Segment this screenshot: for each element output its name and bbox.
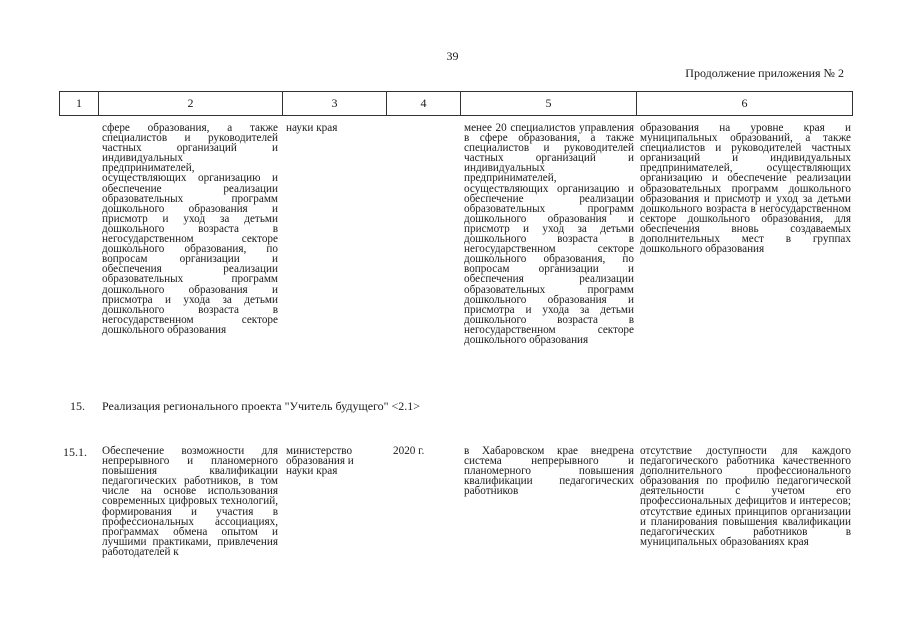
- cell-result: в Хабаровском крае внедрена система непрерывного и планомерного повышения квалификации педагогических работников: [464, 445, 634, 498]
- cell-responsible: министерство образования и науки края: [286, 445, 354, 478]
- section-title: Реализация регионального проекта "Учитель будущего" <2.1>: [102, 399, 421, 413]
- header-col-5: 5: [461, 92, 637, 115]
- cell-activity: Обеспечение возможности для непрерывного и планомерного повышения квалификации педагогических работников, в том числе на основе использования современных цифровых технологий, формирования и участия в профессиональных ассоциациях, программах обмена опытом и лучшими практиками, привлечения работодателей к: [102, 445, 278, 558]
- section-number: 15.: [70, 399, 85, 413]
- header-col-4: 4: [387, 92, 461, 115]
- cell-deadline: 2020 г.: [393, 445, 425, 457]
- cell-activity-continued: сфере образования, а также специалистов и руководителей частных организаций и индивидуальных предпринимателей, осуществляющих организацию и обеспечение реализации образовательных программ дошкольного образования и присмотр и уход за детьми дошкольного возраста в негосударственном секторе дошкольного образования, по вопросам организации и обеспечения реализации образовательных программ дошкольного образования и присмотра и ухода за детьми дошкольного возраста в негосударственном секторе дошкольного образования: [102, 122, 278, 336]
- appendix-continuation: Продолжение приложения № 2: [685, 66, 844, 80]
- cell-problem: отсутствие доступности для каждого педагогического работника качественного дополнительного профессионального образования по профилю педагогической деятельности с учетом его профессиональных дефицитов и интересов; отсутствие единых принципов организации и планирования повышения квалификации педагогических работников в муниципальных образованиях края: [640, 445, 851, 548]
- header-col-1: 1: [60, 92, 99, 115]
- cell-problem-continued: образования на уровне края и муниципальных образований, а также специалистов и руководителей частных организаций и индивидуальных предпринимателей, осуществляющих организацию и обеспечение реализации образовательных программ дошкольного образования и присмотр и уход за детьми дошкольного возраста в негосударственном секторе дошкольного образования, для обеспечения вновь создаваемых дополнительных мест в группах дошкольного образования: [640, 122, 851, 256]
- header-col-2: 2: [99, 92, 283, 115]
- header-col-3: 3: [283, 92, 387, 115]
- row-number: 15.1.: [63, 445, 87, 459]
- cell-responsible-continued: науки края: [286, 122, 338, 134]
- header-col-6: 6: [741, 96, 748, 110]
- page-number: 39: [446, 49, 459, 63]
- table-header-row: [59, 91, 853, 116]
- cell-result-continued: менее 20 специалистов управления в сфере образования, а также специалистов и руководителей частных организаций и индивидуальных предпринимателей, осуществляющих организацию и обеспечение реализации образовательных программ дошкольного образования и присмотр и уход за детьми дошкольного возраста в негосударственном секторе дошкольного образования, по вопросам организации и обеспечения реализации образовательных программ дошкольного образования и присмотра и ухода за детьми дошкольного возраста в негосударственном секторе дошкольного образования: [464, 122, 634, 346]
